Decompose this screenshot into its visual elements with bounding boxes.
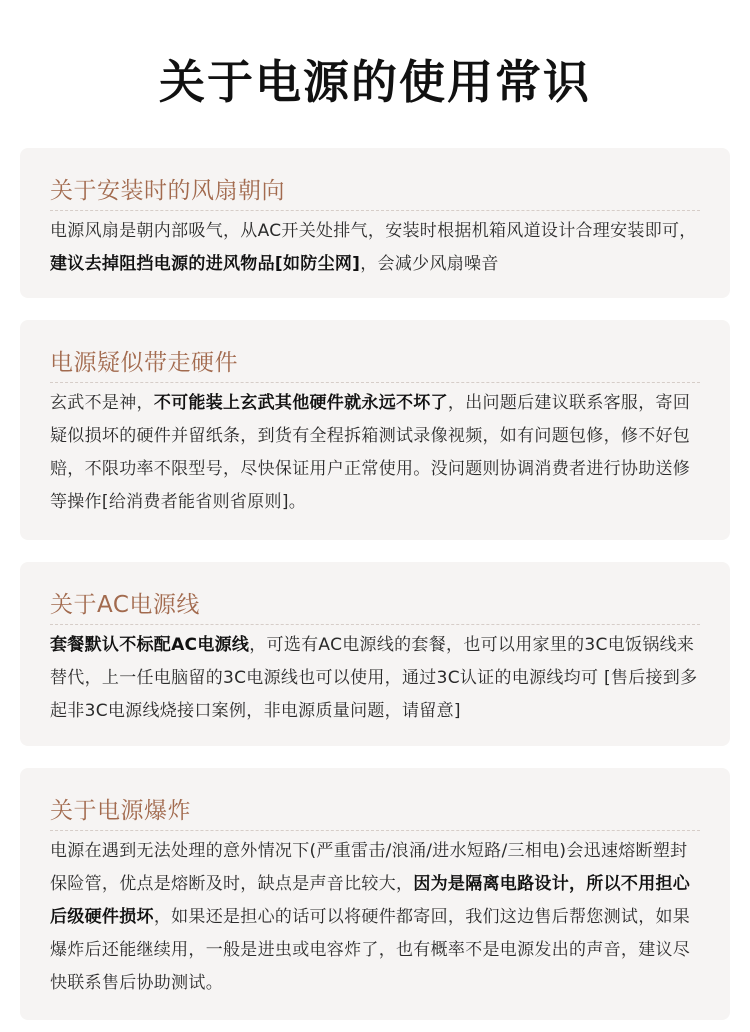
body-emphasis: 建议去掉阻挡电源的进风物品[如防尘网] [50,254,361,274]
section-title: 电源疑似带走硬件 [50,350,238,376]
body-text: 电源风扇是朝内部吸气，从AC开关处排气，安装时根据机箱风道设计合理安装即可， [50,221,697,241]
dashed-divider [50,830,700,831]
dashed-divider [50,210,700,211]
section-ac-power-cord [20,562,730,746]
body-text: ，出问题后建议联系客服，寄回疑似损坏的硬件并留纸条，到货有全程拆箱测试录像视频，如有问题包修，修不好包赔，不限功率不限型号，尽快保证用户正常使用。没问题则协调消费者进行协助送修等操作[给消费者能省则省原则]。 [50,393,691,512]
section-body [50,835,700,1000]
section-title: 关于电源爆炸 [50,798,191,824]
section-title: 关于AC电源线 [50,592,200,618]
section-body [50,387,700,519]
dashed-divider [50,382,700,383]
body-emphasis: 不可能装上玄武其他硬件就永远不坏了 [153,393,448,413]
body-text: 玄武不是神， [50,393,154,413]
dashed-divider [50,624,700,625]
section-power-explosion [20,768,730,1020]
page-title: 关于电源的使用常识 [159,55,591,109]
body-emphasis: 因为是隔离电路设计，所以不用担心后级硬件损坏 [50,874,691,927]
body-text: 电源在遇到无法处理的意外情况下(严重雷击/浪涌/进水短路/三相电)会迅速熔断塑封保险管，优点是熔断及时，缺点是声音比较大， [50,841,688,894]
body-text: ，如果还是担心的话可以将硬件都寄回，我们这边售后帮您测试，如果爆炸后还能继续用，一般是进虫或电容炸了，也有概率不是电源发出的声音，建议尽快联系售后协助测试。 [50,907,691,993]
body-text: ，会减少风扇噪音 [360,254,499,274]
section-body [50,629,700,728]
section-body [50,215,700,281]
body-text: ，可选有AC电源线的套餐，也可以用家里的3C电饭锅线来替代，上一任电脑留的3C电源线也可以使用，通过3C认证的电源线均可 [售后接到多起非3C电源线烧接口案例，非电源质量问题，请留意] [50,635,698,721]
section-fan-orientation [20,148,730,298]
body-emphasis: 套餐默认不标配AC电源线 [50,635,250,655]
section-title: 关于安装时的风扇朝向 [50,178,285,204]
section-hardware-damage [20,320,730,540]
